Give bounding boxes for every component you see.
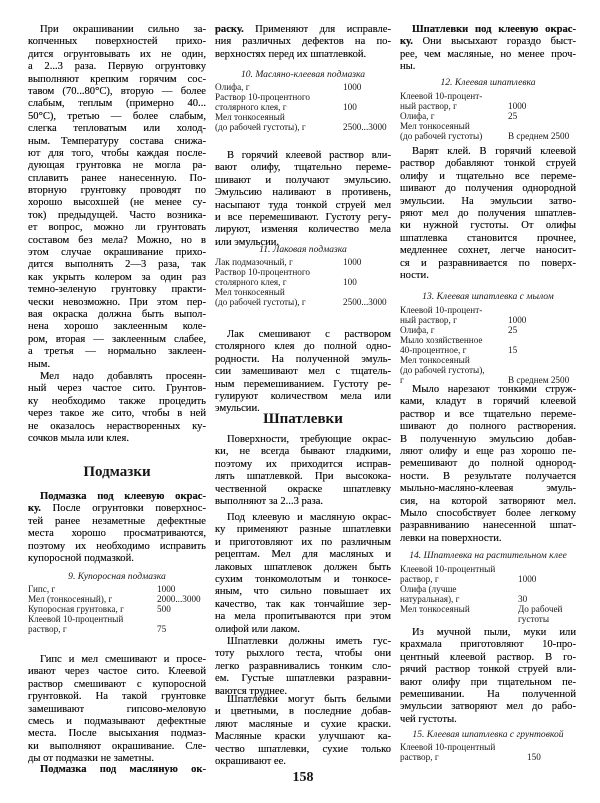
text-line: на мела пропитываются при этом bbox=[215, 611, 391, 623]
paragraph bbox=[28, 371, 206, 445]
ingredient-label: столярного клея, г bbox=[215, 102, 287, 112]
recipe-row bbox=[28, 624, 206, 634]
recipe-row bbox=[400, 574, 576, 584]
text-line: ности. bbox=[400, 269, 429, 281]
paragraph bbox=[400, 384, 576, 545]
text-line: как укрыть колером за один раз bbox=[28, 271, 206, 283]
text-line: а 2...3 раза. Первую огрунтовку bbox=[28, 61, 206, 73]
paragraph bbox=[28, 654, 206, 766]
text-line: ремешивают до полной однород- bbox=[400, 458, 576, 470]
text-line: ваются труднее. bbox=[215, 685, 287, 697]
text-line: Гипс и мел смешивают и просе- bbox=[40, 654, 206, 665]
text-line: олифой или лаком. bbox=[215, 623, 300, 635]
text-line: ки выполняют окрашивание. Сле- bbox=[28, 740, 206, 752]
ingredient-amount: 2500...3000 bbox=[343, 297, 387, 307]
section-heading: Подмазки bbox=[83, 464, 151, 480]
ingredient-label: Клеевой 10-процентный bbox=[400, 742, 496, 752]
text-line: окрашивают ее. bbox=[215, 755, 286, 767]
text-line: шпатлевка становится прочнее, bbox=[400, 232, 576, 244]
text-line: или эмульсии. bbox=[215, 236, 280, 248]
recipe-row bbox=[28, 604, 206, 614]
recipe-table bbox=[400, 305, 576, 385]
text-line: вторную грунтовку проводят по bbox=[28, 185, 206, 197]
text-line: сии замешивают мел с тщатель- bbox=[215, 366, 391, 378]
recipe-row bbox=[400, 365, 576, 375]
text-line: сочков мыла или клея. bbox=[28, 432, 129, 444]
text-line: ляют олифу и еще раз хорошо пе- bbox=[400, 445, 576, 457]
ingredient-label: (до рабочей густоты), bbox=[400, 365, 485, 375]
recipe-caption: 12. Клеевая шпатлевка bbox=[440, 77, 536, 88]
text-line: ром, вторая — заклеенным слабее, bbox=[28, 333, 206, 345]
paragraph bbox=[215, 636, 391, 698]
text-line: замешивают гипсово-меловую bbox=[28, 703, 206, 715]
text-line: яным, что сильно повышает их bbox=[215, 586, 391, 598]
text-line: шивают до получения однородной bbox=[400, 183, 576, 195]
recipe-row bbox=[400, 305, 576, 315]
ingredient-label: раствор, г bbox=[400, 574, 439, 584]
text-run: После огрунтовки поверхнос- bbox=[40, 503, 206, 515]
ingredient-amount: 25 bbox=[508, 325, 518, 335]
recipe-row bbox=[400, 325, 576, 335]
text-line: места. После высыхания подмаз- bbox=[28, 728, 206, 740]
text-line: ны. bbox=[400, 61, 416, 73]
ingredient-label: раствор, г bbox=[28, 624, 67, 634]
run-in-heading: раску. bbox=[215, 24, 244, 35]
ingredient-label: Лак подмазочный, г bbox=[215, 257, 293, 267]
text-line: Масляные краски улучшают ка- bbox=[215, 731, 391, 743]
text-line: поэтому их приходится исправ- bbox=[215, 458, 391, 470]
recipe-row bbox=[28, 584, 206, 594]
text-line: рецептам. Мел для масляных и bbox=[215, 549, 391, 561]
text-line bbox=[28, 503, 206, 515]
text-line: ет вопрос, можно ли грунтовать bbox=[28, 222, 206, 234]
ingredient-label: Олифа (лучше bbox=[400, 584, 457, 594]
text-line: сплавить ранее нанесенную. По- bbox=[28, 172, 206, 184]
text-line: и цветными, в последние добав- bbox=[215, 706, 391, 718]
ingredient-label: Мыло хозяйственное bbox=[400, 335, 483, 345]
text-line: центный клеевой раствор. В го- bbox=[400, 651, 576, 663]
ingredient-label: натуральная), г bbox=[400, 594, 460, 604]
ingredient-label: Клеевой 10-процентный bbox=[28, 614, 124, 624]
ingredient-amount: 500 bbox=[157, 604, 171, 614]
text-line: ляют масляные и сухие краски. bbox=[215, 718, 391, 730]
text-line: хорошо высохшей (не менее су- bbox=[28, 197, 206, 209]
text-line bbox=[400, 24, 576, 36]
paragraph bbox=[400, 146, 576, 282]
text-line: ки нужной густоты. От олифы bbox=[400, 220, 576, 232]
recipe-row bbox=[400, 564, 576, 574]
text-line: разравниванию нанесенной шпат- bbox=[400, 520, 576, 532]
text-line: левки на поверхности. bbox=[400, 532, 502, 544]
text-line: смесь и подмазывают дефектные bbox=[28, 715, 206, 727]
text-line: чей густоты. bbox=[400, 713, 457, 725]
recipe-table bbox=[400, 91, 576, 141]
run-in-heading: Подмазка под клеевую окрас- bbox=[40, 491, 206, 502]
text-line: сия, на которой затворяют мел. bbox=[400, 495, 576, 507]
recipe-row bbox=[400, 315, 576, 325]
text-line: Мел надо добавлять просеян- bbox=[40, 371, 206, 382]
text-line: столярного клея до полной одно- bbox=[215, 341, 391, 353]
text-line: верхностях перед их шпатлевкой. bbox=[215, 48, 367, 60]
text-line bbox=[28, 764, 206, 776]
ingredient-amount: 1000 bbox=[157, 584, 176, 594]
text-line: чественной окраске шпатлевку bbox=[215, 483, 391, 495]
text-line bbox=[400, 36, 576, 48]
ingredient-amount: 2000...3000 bbox=[157, 594, 201, 604]
recipe-row bbox=[215, 257, 391, 267]
text-line: копченных поверхностей прихо- bbox=[28, 36, 206, 48]
text-line: крахмала приготовляют 10-про- bbox=[400, 639, 576, 651]
section-heading: Шпатлевки bbox=[263, 411, 343, 427]
ingredient-amount: 100 bbox=[343, 102, 357, 112]
text-line: эмульсии. На эмульсии затво- bbox=[400, 195, 576, 207]
ingredient-label: Мел тонкосеяный bbox=[400, 121, 470, 131]
ingredient-label: Раствор 10-процентного bbox=[215, 92, 310, 102]
text-line: составом без мела? Можно, но в bbox=[28, 234, 206, 246]
recipe-row bbox=[215, 112, 391, 122]
ingredient-amount: В среднем 2500 bbox=[508, 131, 570, 141]
recipe-caption: 10. Масляно-клеевая подмазка bbox=[240, 69, 366, 80]
text-line: ным. bbox=[28, 358, 51, 370]
text-line: родности. На полученной эмуль- bbox=[215, 353, 391, 365]
text-line: вая окраска должна быть выпол- bbox=[28, 308, 206, 320]
paragraph bbox=[28, 24, 206, 371]
ingredient-label: Раствор 10-процентного bbox=[215, 267, 310, 277]
ingredient-label: Мел тонкосеяный bbox=[400, 355, 470, 365]
ingredient-label: Гипс, г bbox=[28, 584, 56, 594]
text-line: ным. Температуру состава снижа- bbox=[28, 135, 206, 147]
text-line: нена хорошо заклеенным коле- bbox=[28, 321, 206, 333]
paragraph bbox=[400, 627, 576, 726]
recipe-row bbox=[400, 594, 576, 604]
text-line: грунтовкой. На такой грунтовке bbox=[28, 691, 206, 703]
text-line: раствор и все тщательно переме- bbox=[400, 408, 576, 420]
text-line: тей ранее незаметные дефектные bbox=[28, 515, 206, 527]
ingredient-amount: 30 bbox=[518, 594, 528, 604]
text-line: Эмульсию наливают в противень, bbox=[215, 187, 391, 199]
recipe-table bbox=[400, 564, 576, 624]
ingredient-label: Мел тонкосеяный bbox=[215, 287, 285, 297]
ingredient-label: Мел тонкосеяный bbox=[400, 604, 470, 614]
text-line: ряют мел до получения шпатлев- bbox=[400, 207, 576, 219]
text-line: слегка тепловатым или холод- bbox=[28, 123, 206, 135]
text-line: поэтому их необходимо исправить bbox=[28, 540, 206, 552]
page-number: 158 bbox=[292, 770, 314, 785]
recipe-caption: 9. Купоросная подмазка bbox=[68, 571, 166, 582]
text-line: Мыло нарезают тонкими струж- bbox=[412, 384, 576, 395]
ingredient-amount: 25 bbox=[508, 111, 518, 121]
recipe-row bbox=[400, 131, 576, 141]
recipe-table bbox=[215, 82, 391, 132]
paragraph bbox=[215, 24, 391, 61]
text-line: а третья — нормально заклеен- bbox=[28, 346, 206, 358]
recipe-caption: 13. Клеевая шпатлевка с мылом bbox=[422, 291, 554, 302]
text-line: и приготовляют их по различным bbox=[215, 536, 391, 548]
text-line: Шпатлевки могут быть белыми bbox=[227, 694, 391, 705]
text-line: насыпают туда тонкой струей мел bbox=[215, 199, 391, 211]
text-line: лаковых шпатлевок должен быть bbox=[215, 561, 391, 573]
text-line: мыльно-масляно-клеевая эмуль- bbox=[400, 483, 576, 495]
recipe-caption: 14. Шпатлевка на растительном клее bbox=[409, 550, 567, 561]
text-line: выполняют крепким горячим сос- bbox=[28, 73, 206, 85]
ingredient-label: ный раствор, г bbox=[400, 315, 457, 325]
text-line: раствор смешивают с купоросной bbox=[28, 678, 206, 690]
paragraph bbox=[215, 150, 391, 249]
recipe-row bbox=[400, 742, 576, 752]
column-1 bbox=[28, 0, 206, 803]
text-line: В полученную эмульсию добав- bbox=[400, 433, 576, 445]
ingredient-label: Олифа, г bbox=[215, 82, 250, 92]
text-line: ности. В результате получается bbox=[400, 470, 576, 482]
ingredient-amount: 1000 bbox=[508, 315, 527, 325]
ingredient-amount: 1000 bbox=[343, 257, 362, 267]
text-line: ток) предыдущей. Часто возника- bbox=[28, 209, 206, 221]
text-line: Поверхности, требующие окрас- bbox=[227, 434, 391, 445]
paragraph bbox=[28, 764, 206, 776]
text-line: чески невозможно. При этом пер- bbox=[28, 296, 206, 308]
text-line: через такое же сито, чтобы в ней bbox=[28, 408, 206, 420]
ingredient-label: ный раствор, г bbox=[400, 101, 457, 111]
recipe-caption: 15. Клеевая шпатлевка с грунтовкой bbox=[412, 729, 564, 740]
recipe-row bbox=[28, 594, 206, 604]
text-line: дится выполнять 2—3 раза, так bbox=[28, 259, 206, 271]
text-line: олифу и тщательно все переме- bbox=[400, 170, 576, 182]
run-in-heading: Шпатлевки под клеевую окрас- bbox=[412, 24, 576, 35]
text-line: не оказалось нерастворенных ку- bbox=[28, 420, 206, 432]
column-3 bbox=[400, 0, 576, 803]
text-line: дующая грунтовка не могла ра- bbox=[28, 160, 206, 172]
text-line: слабым, теплым (примерно 40... bbox=[28, 98, 206, 110]
text-line: ют для того, чтобы каждая после- bbox=[28, 147, 206, 159]
recipe-row bbox=[400, 355, 576, 365]
ingredient-label: Олифа, г bbox=[400, 325, 435, 335]
recipe-row bbox=[215, 277, 391, 287]
text-line: ния различных дефектов на по- bbox=[215, 36, 391, 48]
text-line: места хорошо просматриваются, bbox=[28, 528, 206, 540]
ingredient-label: Клеевой 10-процентный bbox=[400, 564, 496, 574]
text-line: ки, не всегда бывают гладкими, bbox=[215, 446, 391, 458]
ingredient-amount: 100 bbox=[343, 277, 357, 287]
text-line: выполняют за 2...3 раза. bbox=[215, 495, 324, 507]
run-in-heading: ку. bbox=[28, 503, 41, 515]
recipe-table bbox=[215, 257, 391, 307]
paragraph bbox=[215, 434, 391, 508]
text-line: чество шпатлевки, сухие только bbox=[215, 743, 391, 755]
ingredient-label: (до рабочей густоты) bbox=[400, 131, 483, 141]
text-line: шивают и получают эмульсию. bbox=[215, 174, 391, 186]
recipe-row bbox=[400, 111, 576, 121]
ingredient-label: Олифа, г bbox=[400, 111, 435, 121]
ingredient-label: Клеевой 10-процент- bbox=[400, 305, 483, 315]
text-run: Применяют для исправле- bbox=[243, 24, 391, 35]
recipe-row bbox=[400, 101, 576, 111]
text-line: Под клеевую и масляную окрас- bbox=[227, 512, 391, 523]
recipe-row bbox=[400, 91, 576, 101]
text-line: Лак смешивают с раствором bbox=[227, 329, 391, 340]
ingredient-label: раствор, г bbox=[400, 752, 439, 762]
recipe-row bbox=[215, 92, 391, 102]
ingredient-amount: 1000 bbox=[518, 574, 537, 584]
recipe-row bbox=[28, 614, 206, 624]
text-line: лируют, изменяя количество мела bbox=[215, 224, 391, 236]
text-line: ку необходимо также процедить bbox=[28, 395, 206, 407]
text-line: раствор добавляют тонкой струей bbox=[400, 158, 576, 170]
text-line: этом случае окрашивание прихо- bbox=[28, 247, 206, 259]
text-line: тавом (70...80°С), вторую — более bbox=[28, 85, 206, 97]
text-line bbox=[215, 24, 391, 36]
ingredient-amount: 2500...3000 bbox=[343, 122, 387, 132]
recipe-row bbox=[400, 345, 576, 355]
text-run: Они высыхают гораздо быст- bbox=[412, 36, 576, 48]
text-line: ивают через частое сито. Клеевой bbox=[28, 666, 206, 678]
text-line: эмульсии затворяют мел до рабо- bbox=[400, 701, 576, 713]
ingredient-amount: 1000 bbox=[343, 82, 362, 92]
paragraph bbox=[215, 694, 391, 768]
recipe-row bbox=[215, 122, 391, 132]
text-line: ный через частое сито. Грунтов- bbox=[28, 383, 206, 395]
recipe-row bbox=[400, 121, 576, 131]
text-line: рячий раствор тонкой струей вли- bbox=[400, 664, 576, 676]
ingredient-label: Мел тонкосеяный bbox=[215, 112, 285, 122]
text-line: ды от подмазки не заметны. bbox=[28, 753, 155, 765]
ingredient-amount: густоты bbox=[518, 614, 549, 624]
text-line: Мыло способствует более легкому bbox=[400, 507, 576, 519]
ingredient-label: Клеевой 10-процент- bbox=[400, 91, 483, 101]
ingredient-label: столярного клея, г bbox=[215, 277, 287, 287]
run-in-heading: Подмазка под масляную ок- bbox=[40, 764, 206, 775]
text-line: гулируют количеством мела или bbox=[215, 390, 391, 402]
ingredient-amount: В среднем 2500 bbox=[508, 375, 570, 385]
recipe-row bbox=[400, 604, 576, 614]
recipe-row bbox=[215, 287, 391, 297]
text-line: ем. Густые шпатлевки разравни- bbox=[215, 673, 391, 685]
text-line: тоту рыхлого теста, чтобы они bbox=[215, 648, 391, 660]
recipe-row bbox=[215, 267, 391, 277]
recipe-row bbox=[400, 752, 576, 762]
text-line: ся и разравнивается по поверх- bbox=[400, 257, 576, 269]
ingredient-amount: 75 bbox=[157, 624, 167, 634]
recipe-row bbox=[400, 614, 576, 624]
recipe-row bbox=[400, 584, 576, 594]
text-line: ным перемешиванием. Густоту ре- bbox=[215, 378, 391, 390]
text-line: купоросной подмазкой. bbox=[28, 552, 134, 564]
ingredient-amount: 150 bbox=[527, 752, 541, 762]
ingredient-label: (до рабочей густоты), г bbox=[215, 297, 306, 307]
text-line: ку применяют разные шпатлевки bbox=[215, 524, 391, 536]
recipe-row bbox=[215, 82, 391, 92]
text-line: медленнее сохнет, легче наносит- bbox=[400, 245, 576, 257]
text-line: рее, чем масляные, но менее проч- bbox=[400, 48, 576, 60]
paragraph bbox=[400, 24, 576, 74]
text-line: и все перемешивают. Густоту регу- bbox=[215, 211, 391, 223]
text-line: шивают до полного растворения. bbox=[400, 421, 576, 433]
ingredient-label: Купоросная грунтовка, г bbox=[28, 604, 124, 614]
ingredient-label: г bbox=[400, 375, 404, 385]
text-line: Варят клей. В горячий клеевой bbox=[412, 146, 576, 157]
run-in-heading: ку. bbox=[400, 36, 413, 48]
text-line: эмульсии. bbox=[215, 403, 260, 415]
text-line: вают олифу при тщательном пе- bbox=[400, 676, 576, 688]
text-line: При окрашивании сильно за- bbox=[40, 24, 206, 35]
recipe-row bbox=[215, 297, 391, 307]
text-line: дится огрунтовывать их не один, bbox=[28, 48, 206, 60]
text-line: В горячий клеевой раствор вли- bbox=[227, 150, 391, 161]
text-line: легко разравнивались тонким сло- bbox=[215, 660, 391, 672]
ingredient-label: (до рабочей густоты), г bbox=[215, 122, 306, 132]
ingredient-amount: 1000 bbox=[508, 101, 527, 111]
text-line: Шпатлевки должны иметь гус- bbox=[227, 636, 391, 647]
text-line: качество, так как тончайшие зер- bbox=[215, 598, 391, 610]
text-line: ремешивании. На полученной bbox=[400, 688, 576, 700]
ingredient-amount: До рабочей bbox=[518, 604, 563, 614]
ingredient-amount: 15 bbox=[508, 345, 518, 355]
text-line: вают олифу, тщательно переме- bbox=[215, 162, 391, 174]
text-line: темно-зеленую грунтовку практи- bbox=[28, 284, 206, 296]
column-2 bbox=[215, 0, 391, 803]
text-line: 50°С), третью — более слабым, bbox=[28, 110, 206, 122]
text-line: ками, кладут в горячий клеевой bbox=[400, 396, 576, 408]
recipe-table bbox=[28, 584, 206, 634]
paragraph bbox=[215, 512, 391, 636]
recipe-row bbox=[400, 335, 576, 345]
recipe-table bbox=[400, 742, 576, 762]
recipe-caption: 11. Лаковая подмазка bbox=[259, 244, 347, 255]
text-line: Из мучной пыли, муки или bbox=[412, 627, 576, 638]
recipe-row bbox=[215, 102, 391, 112]
ingredient-label: 40-процентное, г bbox=[400, 345, 467, 355]
paragraph bbox=[215, 329, 391, 416]
ingredient-label: Мел (тонкосеяный), г bbox=[28, 594, 113, 604]
text-line: лять шпатлевкой. При высокока- bbox=[215, 471, 391, 483]
text-line bbox=[28, 491, 206, 503]
paragraph bbox=[28, 491, 206, 565]
text-line: сухим тонкомолотым и тонкосе- bbox=[215, 573, 391, 585]
